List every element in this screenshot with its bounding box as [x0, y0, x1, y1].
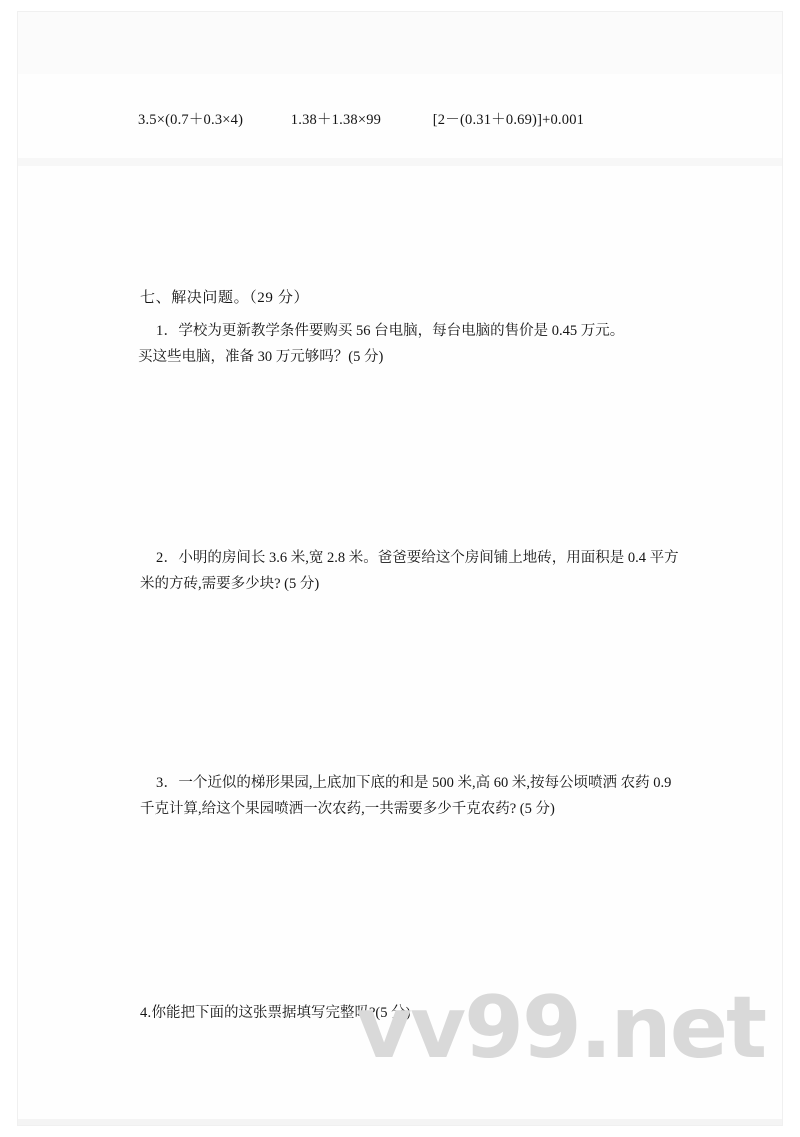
section-heading: 七、解决问题。（29 分）	[140, 290, 310, 306]
expression-3: [2－(0.31＋0.69)]+0.001	[432, 112, 585, 128]
question-2-number: 2．	[156, 550, 179, 566]
question-3	[140, 770, 686, 822]
question-1-number: 1．	[156, 323, 179, 339]
question-2-line2: 0.4 平方米的方砖,需要多少块? (5 分)	[140, 550, 679, 592]
expression-row	[138, 108, 698, 129]
question-3-line2: 农药 0.9 千克计算,给这个果园喷洒一次农药,一共需要多少千克农药? (5 分)	[140, 775, 672, 817]
question-1-line1: 学校为更新教学条件要购买 56 台电脑，每台电脑的售价是 0.45 万元。	[178, 323, 625, 339]
question-3-number: 3．	[156, 775, 179, 791]
watermark: vv99.net	[356, 978, 766, 1078]
question-4-number: 4.	[140, 1005, 152, 1021]
question-2-line1: 小明的房间长 3.6 米,宽 2.8 米。爸爸要给这个房间铺上地砖，用面积是	[178, 550, 625, 566]
question-3-line1: 一个近似的梯形果园,上底加下底的和是 500 米,高 60 米,按每公顷喷洒	[178, 775, 617, 791]
question-1	[140, 318, 685, 370]
question-1-line2: 买这些电脑，准备 30 万元够吗？(5 分)	[138, 349, 384, 365]
expression-2: 1.38＋1.38×99	[290, 112, 382, 128]
expression-1: 3.5×(0.7＋0.3×4)	[138, 112, 244, 128]
question-4-line1: 你能把下面的这张票据填写完整吗?(5 分)	[151, 1005, 411, 1021]
question-2	[140, 545, 686, 597]
